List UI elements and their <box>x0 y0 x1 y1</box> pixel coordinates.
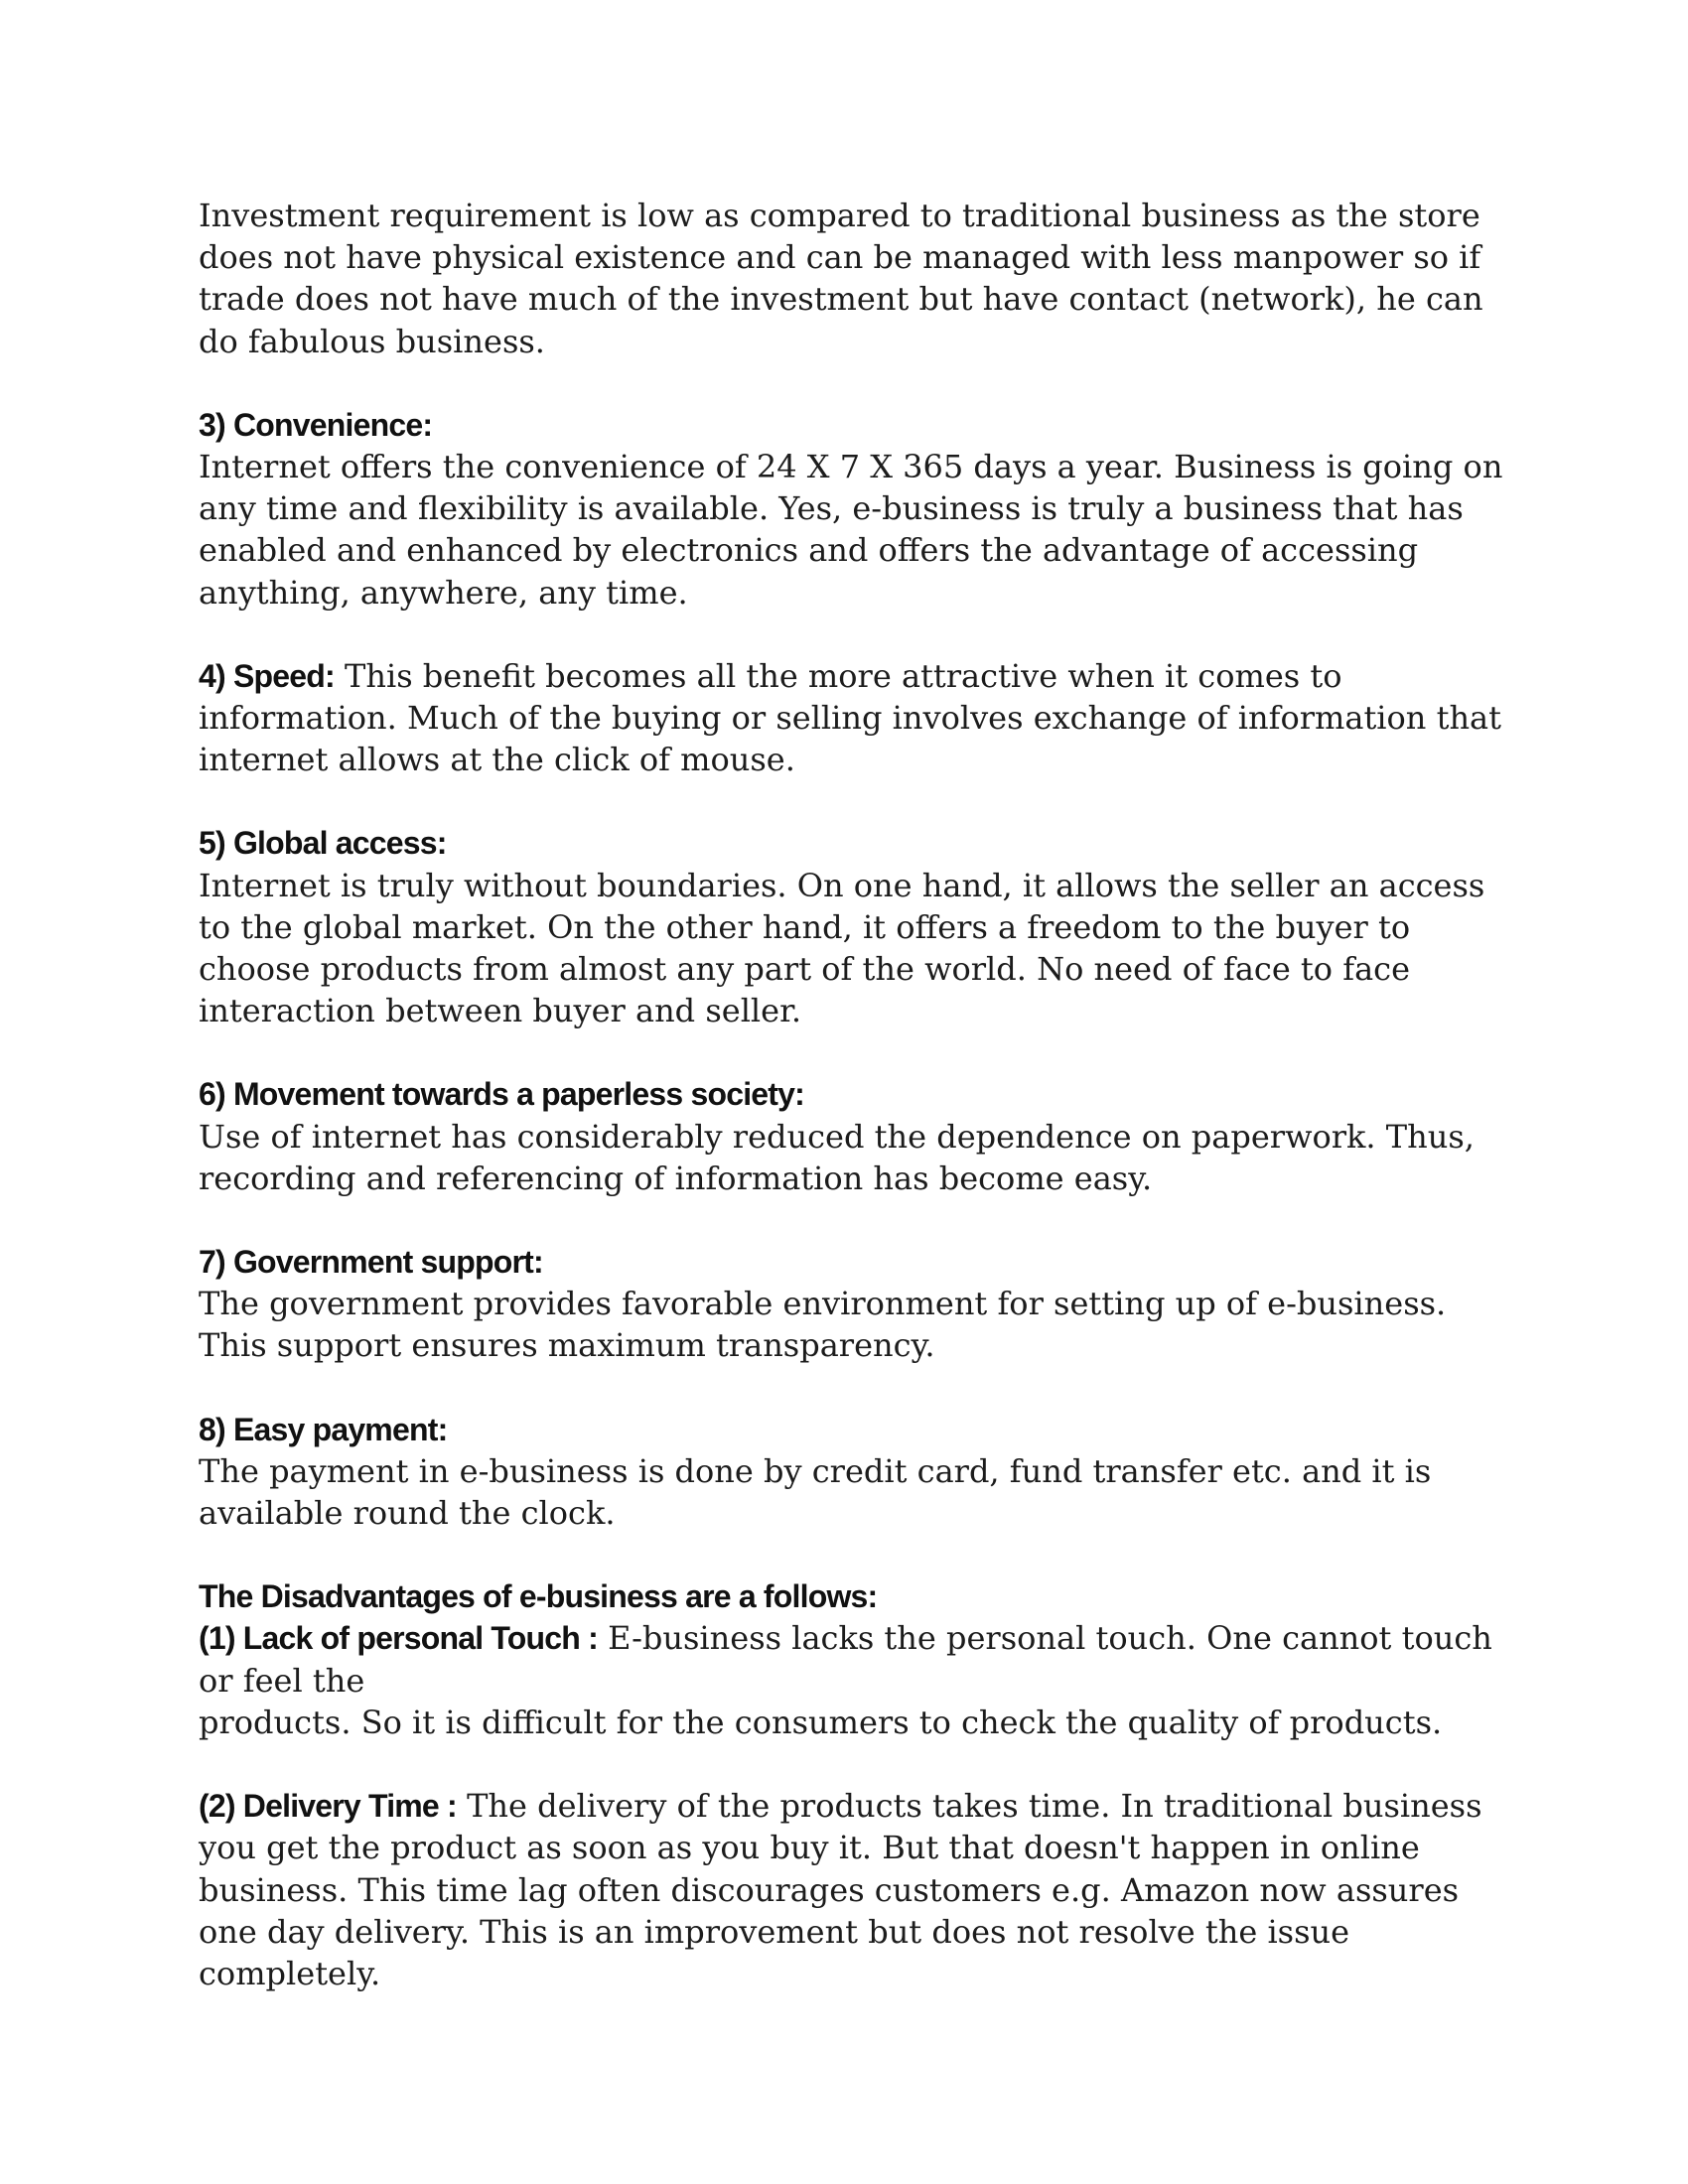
section-heading: 7) Government support: <box>199 1244 543 1281</box>
section-paperless <box>199 1073 1509 1199</box>
intro-paragraph <box>199 195 1509 362</box>
section-body: The payment in e-business is done by credit card, fund transfer etc. and it is available round the clock. <box>199 1451 1432 1533</box>
disadvantage-item <box>199 1785 1509 1994</box>
section-body: Internet is truly without boundaries. On one hand, it allows the seller an access to the global market. On the other hand, it offers a freedom to the buyer to choose products from almost any part of the world. No need of face to face interaction between buyer and seller. <box>199 866 1485 1030</box>
section-paragraph <box>199 655 1509 781</box>
disadvantage-body: E-business lacks the personal touch. One cannot touch or feel the <box>199 1619 1492 1700</box>
section-body: The government provides favorable environment for setting up of e-business. This support ensures maximum transparency. <box>199 1285 1447 1365</box>
disadvantage-heading: (2) Delivery Time : <box>199 1788 457 1825</box>
section-body: Use of internet has considerably reduced the dependence on paperwork. Thus, recording and referencing of information has become easy. <box>199 1117 1475 1197</box>
section-heading: 8) Easy payment: <box>199 1411 448 1447</box>
section-easy-payment <box>199 1409 1509 1535</box>
section-body: This benefit becomes all the more attractive when it comes to information. Much of the buying or selling involves exchange of information that internet allows at the click of mouse. <box>199 656 1501 779</box>
disadvantages-section <box>199 1575 1509 1743</box>
section-government-support <box>199 1241 1509 1367</box>
section-convenience <box>199 404 1509 614</box>
section-heading: 6) Movement towards a paperless society: <box>199 1076 805 1113</box>
section-body: Internet offers the convenience of 24 X 7 X 365 days a year. Business is going on any time and flexibility is available. Yes, e-business is truly a business that has enabled and enhanced by electronics and offers the advantage of accessing anything, anywhere, any time. <box>199 448 1503 612</box>
intro-text: Investment requirement is low as compared to traditional business as the store does not have physical existence and can be managed with less manpower so if trade does not have much of the investment but have contact (network), he can do fabulous business. <box>199 197 1483 360</box>
disadvantage-body: The delivery of the products takes time. In traditional business you get the product as soon as you buy it. But that doesn't happen in online business. This time lag often discourages customers e.g. Amazon now assures one day delivery. This is an improvement but does not resolve the issue completely. <box>199 1787 1482 1992</box>
document-page <box>199 195 1509 1994</box>
disadvantage-body-continued: products. So it is difficult for the consumers to check the quality of products. <box>199 1703 1443 1741</box>
disadvantage-item <box>199 1617 1509 1701</box>
section-heading: 4) Speed: <box>199 657 335 694</box>
section-heading: 3) Convenience: <box>199 406 433 443</box>
section-heading: 5) Global access: <box>199 825 447 862</box>
disadvantage-delivery-time <box>199 1785 1509 1994</box>
disadvantages-title: The Disadvantages of e-business are a follows: <box>199 1578 878 1615</box>
disadvantage-heading: (1) Lack of personal Touch : <box>199 1620 598 1657</box>
section-global-access <box>199 822 1509 1031</box>
section-speed <box>199 655 1509 781</box>
